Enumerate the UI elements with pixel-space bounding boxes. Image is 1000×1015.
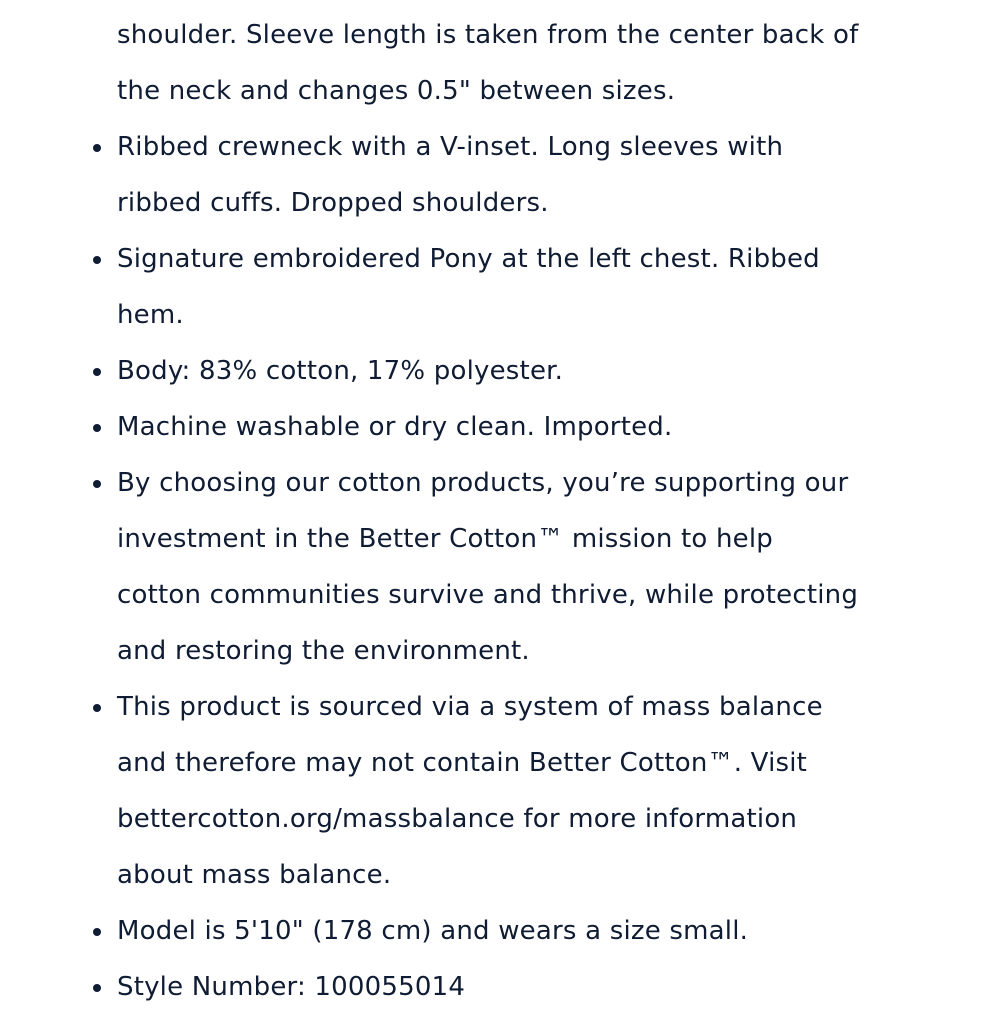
list-item-text: hem. bbox=[117, 300, 184, 330]
list-item-fabric bbox=[0, 343, 1000, 399]
list-item-text: By choosing our cotton products, you’re supporting our bbox=[117, 468, 849, 498]
list-item-text: Model is 5'10" (178 cm) and wears a size small. bbox=[117, 916, 749, 946]
bullet-icon bbox=[93, 480, 101, 488]
bullet-icon bbox=[93, 984, 101, 992]
list-item-text: about mass balance. bbox=[117, 860, 392, 890]
list-item-care bbox=[0, 399, 1000, 455]
product-details bbox=[0, 7, 1000, 1015]
bullet-icon bbox=[93, 368, 101, 376]
list-item-style-number bbox=[0, 959, 1000, 1015]
list-item-text: ribbed cuffs. Dropped shoulders. bbox=[117, 188, 549, 218]
list-item-text: cotton communities survive and thrive, while protecting bbox=[117, 580, 859, 610]
list-item-text: and restoring the environment. bbox=[117, 636, 530, 666]
list-item-text: investment in the Better Cotton™ mission to help bbox=[117, 524, 773, 554]
list-item-text: the neck and changes 0.5" between sizes. bbox=[117, 76, 676, 106]
list-item-text: This product is sourced via a system of mass balance bbox=[117, 692, 823, 722]
list-item-text: and therefore may not contain Better Cotton™. Visit bbox=[117, 748, 808, 778]
bullet-icon bbox=[93, 704, 101, 712]
product-details-list bbox=[0, 7, 1000, 1015]
list-item-text: Style Number: 100055014 bbox=[117, 972, 466, 1002]
list-item-text: Body: 83% cotton, 17% polyester. bbox=[117, 356, 564, 386]
list-item-text: Signature embroidered Pony at the left chest. Ribbed bbox=[117, 244, 820, 274]
list-item-mass-balance bbox=[0, 679, 1000, 903]
list-item-text: Machine washable or dry clean. Imported. bbox=[117, 412, 673, 442]
list-item-better-cotton bbox=[0, 455, 1000, 679]
list-item-text: shoulder. Sleeve length is taken from the center back of bbox=[117, 20, 859, 50]
bullet-icon bbox=[93, 144, 101, 152]
list-item-model-size bbox=[0, 903, 1000, 959]
bullet-icon bbox=[93, 928, 101, 936]
list-item-embroidery bbox=[0, 231, 1000, 343]
list-item-text: bettercotton.org/massbalance for more information bbox=[117, 804, 798, 834]
list-item-construction bbox=[0, 119, 1000, 231]
list-item-sizing-continued bbox=[0, 7, 1000, 119]
bullet-icon bbox=[93, 424, 101, 432]
bullet-icon bbox=[93, 256, 101, 264]
list-item-text: Ribbed crewneck with a V-inset. Long sleeves with bbox=[117, 132, 784, 162]
